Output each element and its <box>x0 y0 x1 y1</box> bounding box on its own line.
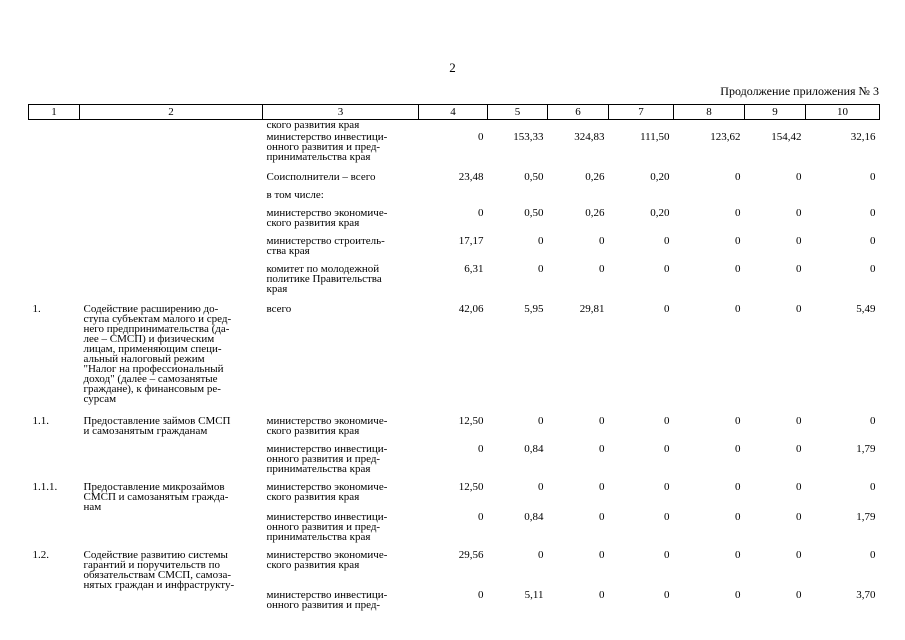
executor-cell: министерство инвестици- онного развития и пред- принимательства края <box>266 442 388 475</box>
value-cell: 0 <box>538 262 544 275</box>
executor-cell: министерство строитель- ства края <box>266 234 385 257</box>
column-header: 6 <box>548 105 609 120</box>
activity-name-cell: Содействие расширению до- ступа субъектам малого и сред- него предпринимательства (да- лее – СМСП) и физическим лицам, применяющим специ- альный налоговый режим "Налог на профессиональный доход" (далее – самозанятые граждане), к финансовым ре- сурсам <box>83 302 232 405</box>
value-cell: 0 <box>664 588 670 601</box>
value-cell: 0 <box>538 480 544 493</box>
value-cell: 32,16 <box>850 130 876 143</box>
activity-name-cell <box>80 132 263 172</box>
value-cell: 0 <box>538 234 544 247</box>
value-cell: 0,20 <box>650 170 670 183</box>
row-number-cell <box>29 236 80 264</box>
value-cell: 0 <box>870 414 876 427</box>
value-cell: 0 <box>599 548 605 561</box>
value-cell: 0 <box>735 510 741 523</box>
value-cell <box>419 120 488 132</box>
value-cell: 0 <box>870 480 876 493</box>
executor-cell: министерство экономиче- ского развития края <box>266 548 388 571</box>
table-row <box>29 172 880 190</box>
column-header: 1 <box>29 105 80 120</box>
executor-cell: комитет по молодежной политике Правительства края <box>266 262 382 295</box>
table-body <box>29 120 880 620</box>
value-cell: 0 <box>478 130 484 143</box>
value-cell: 0 <box>664 548 670 561</box>
activity-name-cell: Предоставление микрозаймов СМСП и самозанятым гражда- нам <box>83 480 229 513</box>
table-row <box>29 444 880 482</box>
activity-name-cell <box>80 120 263 132</box>
value-cell: 0 <box>599 510 605 523</box>
table-row <box>29 304 880 416</box>
column-header: 2 <box>80 105 263 120</box>
column-header: 8 <box>674 105 745 120</box>
value-cell <box>609 190 674 208</box>
value-cell: 0 <box>735 170 741 183</box>
value-cell: 0 <box>796 442 802 455</box>
value-cell: 123,62 <box>710 130 741 143</box>
activity-name-cell <box>80 590 263 620</box>
value-cell: 0 <box>664 262 670 275</box>
activity-name-cell <box>80 208 263 236</box>
value-cell: 0 <box>735 234 741 247</box>
value-cell: 29,56 <box>458 548 484 561</box>
value-cell: 0 <box>664 442 670 455</box>
value-cell: 0,20 <box>650 206 670 219</box>
executor-cell: министерство инвестици- онного развития и пред- принимательства края <box>266 130 388 163</box>
value-cell <box>419 190 488 208</box>
activity-name-cell <box>80 512 263 550</box>
value-cell: 12,50 <box>458 480 484 493</box>
value-cell: 0 <box>870 262 876 275</box>
value-cell <box>806 120 880 132</box>
value-cell: 0 <box>478 442 484 455</box>
value-cell: 23,48 <box>458 170 484 183</box>
value-cell: 0 <box>796 548 802 561</box>
value-cell: 0 <box>796 510 802 523</box>
table-row <box>29 236 880 264</box>
value-cell: 0 <box>599 234 605 247</box>
row-number-cell: 1.1.1. <box>32 480 58 493</box>
row-number-cell: 1. <box>32 302 41 315</box>
value-cell: 0 <box>870 206 876 219</box>
value-cell: 0 <box>664 302 670 315</box>
column-header: 5 <box>488 105 548 120</box>
value-cell: 0 <box>735 588 741 601</box>
value-cell: 0 <box>599 588 605 601</box>
table-row <box>29 416 880 444</box>
value-cell: 0 <box>735 262 741 275</box>
value-cell: 0 <box>735 302 741 315</box>
value-cell <box>609 120 674 132</box>
table-row <box>29 590 880 620</box>
table-row <box>29 550 880 590</box>
row-number-cell: 1.2. <box>32 548 49 561</box>
value-cell: 0 <box>796 206 802 219</box>
value-cell: 5,95 <box>524 302 544 315</box>
value-cell: 0 <box>599 442 605 455</box>
value-cell <box>548 190 609 208</box>
value-cell: 0 <box>735 548 741 561</box>
value-cell: 0 <box>664 234 670 247</box>
value-cell: 3,70 <box>856 588 876 601</box>
value-cell: 324,83 <box>574 130 605 143</box>
value-cell: 0 <box>599 262 605 275</box>
table-row <box>29 512 880 550</box>
value-cell: 0 <box>796 234 802 247</box>
value-cell: 153,33 <box>513 130 544 143</box>
value-cell: 6,31 <box>464 262 484 275</box>
value-cell: 0 <box>735 414 741 427</box>
value-cell <box>806 190 880 208</box>
value-cell: 0,26 <box>585 170 605 183</box>
row-number-cell <box>29 190 80 208</box>
value-cell: 0 <box>599 480 605 493</box>
table-row <box>29 264 880 304</box>
value-cell: 0 <box>538 414 544 427</box>
activity-name-cell <box>80 190 263 208</box>
continuation-note: Продолжение приложения № 3 <box>720 84 879 98</box>
table-row <box>29 132 880 172</box>
value-cell <box>674 190 745 208</box>
value-cell: 0,50 <box>524 170 544 183</box>
value-cell: 0 <box>796 170 802 183</box>
value-cell: 0 <box>796 480 802 493</box>
row-number-cell <box>29 512 80 550</box>
value-cell: 0 <box>870 548 876 561</box>
executor-cell: в том числе: <box>266 188 324 201</box>
activity-name-cell: Содействие развитию системы гарантий и поручительств по обязательствам СМСП, самоза- нятых граждан и инфраструкту- <box>83 548 235 591</box>
executor-cell: всего <box>266 302 292 315</box>
table-row <box>29 482 880 512</box>
value-cell: 0 <box>478 206 484 219</box>
value-cell: 154,42 <box>771 130 802 143</box>
column-header: 3 <box>263 105 419 120</box>
value-cell: 5,11 <box>524 588 544 601</box>
table-row <box>29 120 880 132</box>
row-number-cell <box>29 120 80 132</box>
value-cell: 0 <box>796 262 802 275</box>
table-row <box>29 208 880 236</box>
value-cell: 0 <box>664 480 670 493</box>
table-header-row <box>29 105 880 120</box>
executor-cell: министерство инвестици- онного развития и пред- <box>266 588 388 611</box>
value-cell: 42,06 <box>458 302 484 315</box>
value-cell <box>488 190 548 208</box>
value-cell: 0,26 <box>585 206 605 219</box>
column-header: 7 <box>609 105 674 120</box>
executor-cell: Соисполнители – всего <box>266 170 376 183</box>
value-cell: 0 <box>599 414 605 427</box>
page-number: 2 <box>449 60 456 75</box>
value-cell: 0 <box>870 170 876 183</box>
activity-name-cell <box>80 444 263 482</box>
value-cell: 0 <box>664 414 670 427</box>
appendix-table <box>28 104 880 620</box>
value-cell: 1,79 <box>856 442 876 455</box>
value-cell: 0 <box>735 442 741 455</box>
executor-cell: министерство экономиче- ского развития края <box>266 206 388 229</box>
activity-name-cell: Предоставление займов СМСП и самозанятым гражданам <box>83 414 231 437</box>
row-number-cell <box>29 208 80 236</box>
value-cell: 0 <box>796 414 802 427</box>
value-cell: 12,50 <box>458 414 484 427</box>
value-cell: 0 <box>870 234 876 247</box>
value-cell: 0 <box>478 588 484 601</box>
value-cell <box>548 120 609 132</box>
value-cell <box>745 120 806 132</box>
value-cell: 0 <box>735 480 741 493</box>
activity-name-cell <box>80 236 263 264</box>
value-cell: 0,84 <box>524 510 544 523</box>
value-cell <box>745 190 806 208</box>
activity-name-cell <box>80 264 263 304</box>
executor-cell: министерство инвестици- онного развития и пред- принимательства края <box>266 510 388 543</box>
value-cell: 0,50 <box>524 206 544 219</box>
value-cell: 0 <box>735 206 741 219</box>
row-number-cell <box>29 172 80 190</box>
row-number-cell <box>29 444 80 482</box>
value-cell: 17,17 <box>458 234 484 247</box>
value-cell: 0 <box>478 510 484 523</box>
executor-cell: министерство экономиче- ского развития края <box>266 480 388 503</box>
value-cell: 111,50 <box>640 130 670 143</box>
column-header: 4 <box>419 105 488 120</box>
value-cell: 0 <box>664 510 670 523</box>
executor-cell: ского развития края <box>266 119 360 131</box>
row-number-cell <box>29 590 80 620</box>
row-number-cell <box>29 264 80 304</box>
value-cell <box>674 120 745 132</box>
value-cell: 1,79 <box>856 510 876 523</box>
column-header: 10 <box>806 105 880 120</box>
value-cell: 0 <box>796 588 802 601</box>
row-number-cell: 1.1. <box>32 414 49 427</box>
value-cell: 0,84 <box>524 442 544 455</box>
row-number-cell <box>29 132 80 172</box>
value-cell: 0 <box>538 548 544 561</box>
activity-name-cell <box>80 172 263 190</box>
executor-cell: министерство экономиче- ского развития края <box>266 414 388 437</box>
table-row <box>29 190 880 208</box>
value-cell: 0 <box>796 302 802 315</box>
value-cell <box>488 120 548 132</box>
column-header: 9 <box>745 105 806 120</box>
value-cell: 29,81 <box>579 302 605 315</box>
value-cell: 5,49 <box>856 302 876 315</box>
